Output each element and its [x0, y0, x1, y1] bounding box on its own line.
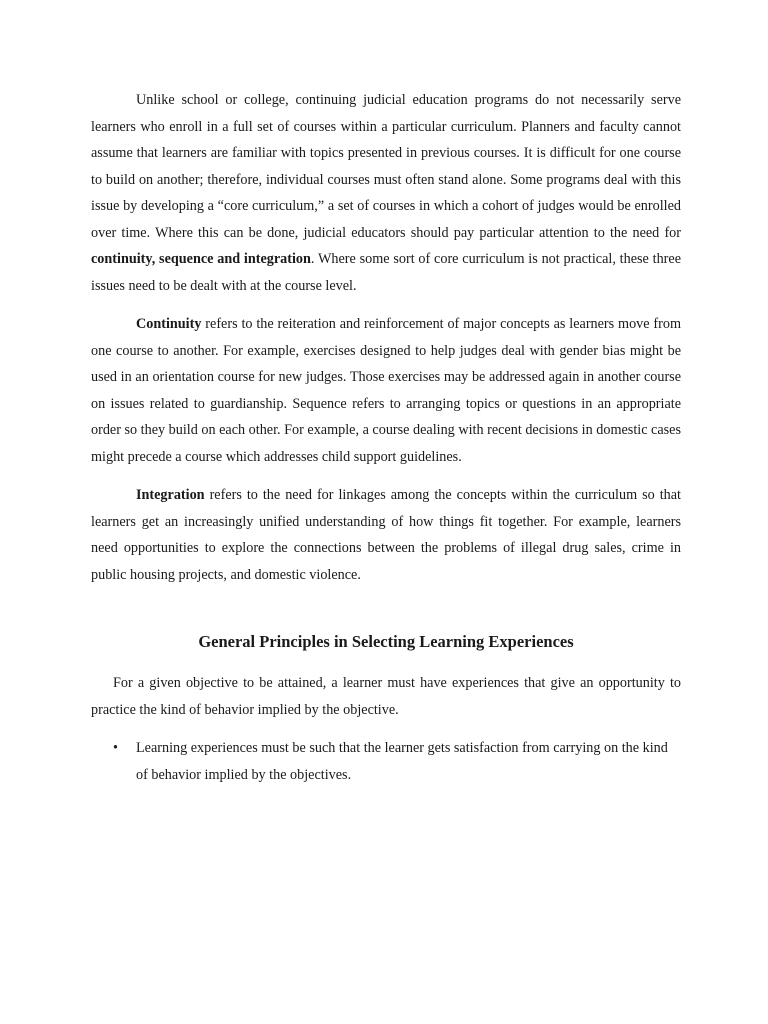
section-intro: For a given objective to be attained, a learner must have experiences that give an opportunity to practice the kind of behavior implied by the objective. — [91, 675, 681, 718]
paragraph-text: refers to the reiteration and reinforcement of major concepts as learners move from one course to another. For example, exercises designed to help judges deal with gender bias might be used in an orientation course for new judges. Those exercises may be addressed again in another course on issues related to guardianship. Sequence refers to arranging topics or questions in an appropriate order so they build on each other. For example, a course dealing with recent decisions in domestic cases might precede a course which addresses child support guidelines. — [91, 316, 681, 465]
bullet-list — [91, 735, 681, 788]
bold-term-continuity: Continuity — [136, 316, 202, 332]
bold-term-integration: Integration — [136, 487, 205, 503]
bullet-text: Learning experiences must be such that the learner gets satisfaction from carrying on the kind of behavior implied by the objectives. — [136, 740, 668, 783]
paragraph-text: Unlike school or college, continuing judicial education programs do not necessarily serve learners who enroll in a full set of courses within a particular curriculum. Planners and faculty cannot assume that learners are familiar with topics presented in previous courses. It is difficult for one course to build on another; therefore, individual courses must often stand alone. Some programs deal with this issue by developing a “core curriculum,” a set of courses in which a cohort of judges would be enrolled over time. Where this can be done, judicial educators should pay particular attention to the need for — [91, 92, 681, 241]
section-heading: General Principles in Selecting Learning Experiences — [198, 632, 574, 651]
paragraph-text: . Where some sort of core curriculum is not practical, these three issues need to be dealt with at the course level. — [91, 251, 681, 294]
paragraph-integration — [91, 482, 681, 588]
paragraph-continuity — [91, 311, 681, 470]
paragraph-text: refers to the need for linkages among the concepts within the curriculum so that learners get an increasingly unified understanding of how things fit together. For example, learners need opportunities to explore the connections between the problems of illegal drug sales, crime in public housing projects, and domestic violence. — [91, 487, 681, 583]
document-page — [91, 87, 681, 788]
bullet-icon: • — [113, 740, 118, 756]
bold-term-continuity-sequence-integration: continuity, sequence and integration — [91, 251, 311, 267]
paragraph-core-curriculum — [91, 87, 681, 299]
bullet-item — [91, 735, 681, 788]
